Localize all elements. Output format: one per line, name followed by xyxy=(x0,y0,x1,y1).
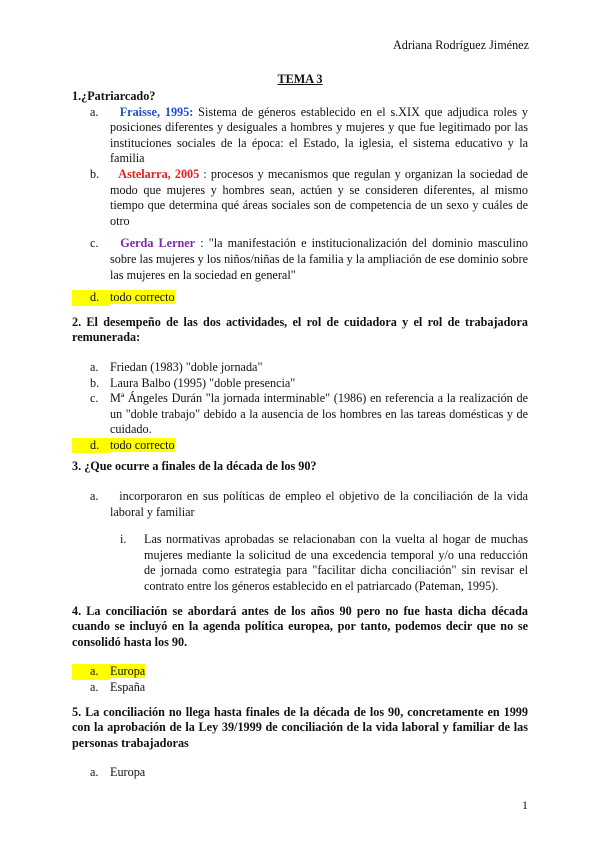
option-marker: d. xyxy=(72,438,110,454)
question-2-option-d xyxy=(72,438,528,454)
option-text: Europa xyxy=(110,765,146,780)
option-marker: d. xyxy=(72,290,110,306)
option-marker: a. xyxy=(90,489,99,504)
question-1-option-b xyxy=(72,167,528,229)
option-text: todo correcto xyxy=(110,437,175,452)
page-title: TEMA 3 xyxy=(277,72,323,86)
question-2-option-a xyxy=(72,360,528,376)
question-2-option-c xyxy=(72,391,528,438)
option-marker: c. xyxy=(90,391,99,406)
option-text: : "la manifestación e institucionalización del dominio masculino sobre las mujeres y los niños/niñas de la familia y la ampliación de ese dominio sobre las mujeres en la sociedad en general" xyxy=(110,236,529,282)
question-2-label: 2. El desempeño de las dos actividades, el rol de cuidadora y el rol de trabajadora remunerada: xyxy=(72,314,528,345)
citation-author: Fraisse, 1995: xyxy=(119,104,194,119)
sub-marker: i. xyxy=(120,532,127,547)
question-5-label: 5. La conciliación no llega hasta finales de la década de los 90, concretamente en 1999 con la aprobación de la Ley 39/1999 de conciliación de la vida laboral y familiar de las personas trabajadoras xyxy=(72,704,528,750)
page-number: 1 xyxy=(522,798,528,812)
option-marker: a. xyxy=(90,359,99,374)
question-1-option-a xyxy=(72,105,528,167)
option-marker: a. xyxy=(90,104,99,119)
citation-author: Gerda Lerner xyxy=(120,236,196,251)
option-marker: b. xyxy=(90,375,100,390)
question-3-option-a xyxy=(72,489,528,520)
question-4-option-a xyxy=(72,664,528,680)
option-text: todo correcto xyxy=(110,290,175,305)
option-text: Friedan (1983) "doble jornada" xyxy=(110,359,263,374)
question-4-option-b xyxy=(72,680,528,696)
option-text: Sistema de géneros establecido en el s.XIX que adjudica roles y posiciones diferentes y desiguales a hombres y mujeres y que fue legitimado por las instituciones sociales de la época: el Estado, la iglesia, el sistema educativo y la familia xyxy=(110,104,529,166)
question-3-sub-item xyxy=(120,532,528,594)
sub-text: Las normativas aprobadas se relacionaban con la vuelta al hogar de muchas mujeres mediante la solicitud de una excedencia temporal y/o una reducción de jornada como estrategia para "facilitar dicha conciliación" sin revisar el contrato entre los géneros establecido en el patriarcado (Pateman, 1995). xyxy=(144,532,528,594)
question-1-option-d xyxy=(72,290,528,306)
option-text: Laura Balbo (1995) "doble presencia" xyxy=(110,375,296,390)
citation-author: Astelarra, 2005 xyxy=(118,166,200,181)
option-marker: a. xyxy=(72,664,110,680)
document-body xyxy=(72,89,528,781)
option-marker: a. xyxy=(90,765,99,780)
question-3-label: 3. ¿Que ocurre a finales de la década de los 90? xyxy=(72,459,317,474)
question-5-option-a xyxy=(72,765,528,781)
option-text: Mª Ángeles Durán "la jornada interminable" (1986) en referencia a la realización de un "doble trabajo" debido a la ausencia de los hombres en las tareas domésticas y de cuidado. xyxy=(110,391,528,437)
question-2-option-b xyxy=(72,376,528,392)
option-text: Europa xyxy=(110,664,146,679)
header-author: Adriana Rodríguez Jiménez xyxy=(392,38,529,52)
question-1-option-c xyxy=(72,236,528,283)
option-text: : procesos y mecanismos que regulan y organizan la sociedad de modo que mujeres y hombres sean, actúen y se consideren diferentes, al mismo tiempo que determina qué áreas sociales son de competencia de un sexo y cuáles de otro xyxy=(110,166,529,228)
question-1-label: 1.¿Patriarcado? xyxy=(72,89,156,103)
option-marker: c. xyxy=(90,236,99,251)
option-text: España xyxy=(110,680,146,694)
option-text: incorporaron en sus políticas de empleo el objetivo de la conciliación de la vida laboral y familiar xyxy=(110,489,529,519)
option-marker: a. xyxy=(90,680,99,694)
option-marker: b. xyxy=(90,166,100,181)
question-4-label: 4. La conciliación se abordará antes de los años 90 pero no fue hasta dicha década cuando se incluyó en la agenda política europea, por tanto, podemos decir que no se consolidó hasta los 90. xyxy=(72,603,528,649)
